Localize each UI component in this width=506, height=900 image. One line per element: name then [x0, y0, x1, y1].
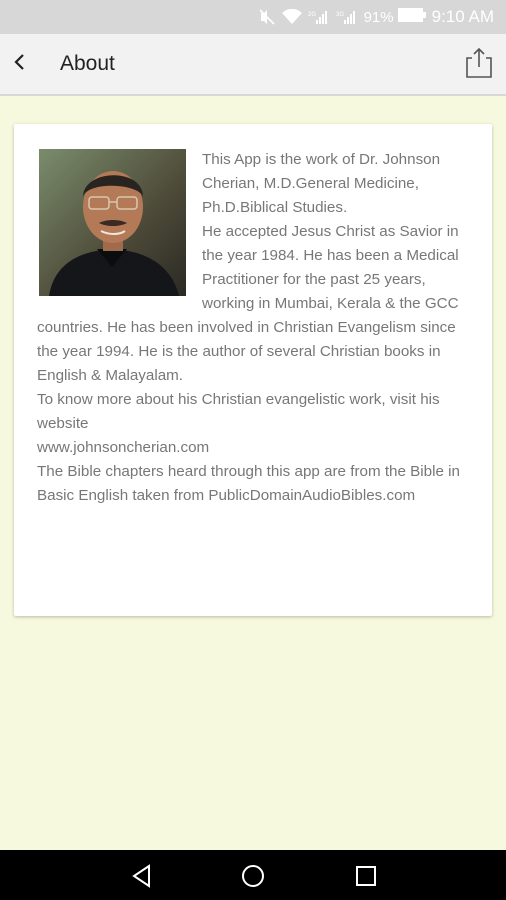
app-bar [0, 34, 506, 96]
share-icon [464, 67, 494, 84]
home-circle-icon [240, 876, 266, 893]
signal-icon [308, 9, 330, 25]
navigation-bar [0, 850, 506, 900]
back-button[interactable] [2, 46, 38, 82]
about-text [14, 124, 492, 508]
network-label: 3G [335, 12, 344, 18]
nav-recents-button[interactable] [353, 863, 379, 889]
status-icons [258, 8, 358, 26]
status-bar [0, 0, 506, 34]
battery-percent: 91% [363, 8, 394, 26]
page-title: About [60, 52, 115, 75]
author-photo [39, 149, 186, 296]
about-card [14, 124, 492, 616]
source-paragraph: The Bible chapters heard through this app are from the Bible in Basic English taken from PublicDomainAudioBibles.com [37, 463, 460, 504]
battery-icon [398, 8, 426, 27]
website-intro-paragraph: To know more about his Christian evangelistic work, visit his website [37, 391, 440, 432]
network-label: 2G [307, 12, 316, 18]
status-time: 9:10 AM [431, 7, 494, 26]
wifi-icon [282, 9, 302, 25]
share-button[interactable] [464, 46, 494, 80]
chevron-left-icon [13, 52, 27, 77]
recents-square-icon [353, 876, 379, 893]
intro-paragraph: This App is the work of Dr. Johnson Cherian, M.D.General Medicine, Ph.D.Biblical Studies. [202, 151, 441, 216]
nav-back-button[interactable] [129, 863, 155, 889]
mute-icon [258, 8, 276, 26]
back-triangle-icon [129, 876, 155, 893]
signal-icon [336, 9, 358, 25]
website-link[interactable]: www.johnsoncherian.com [37, 439, 210, 456]
bio-paragraph: He accepted Jesus Christ as Savior in the year 1984. He has been a Medical Practitioner for the past 25 years, working in Mumbai, Kerala & the GCC countries. He has been involved in Christian Evangelism since the year 1994. He is the author of several Christian books in English & Malayalam. [37, 223, 459, 384]
nav-home-button[interactable] [240, 863, 266, 889]
